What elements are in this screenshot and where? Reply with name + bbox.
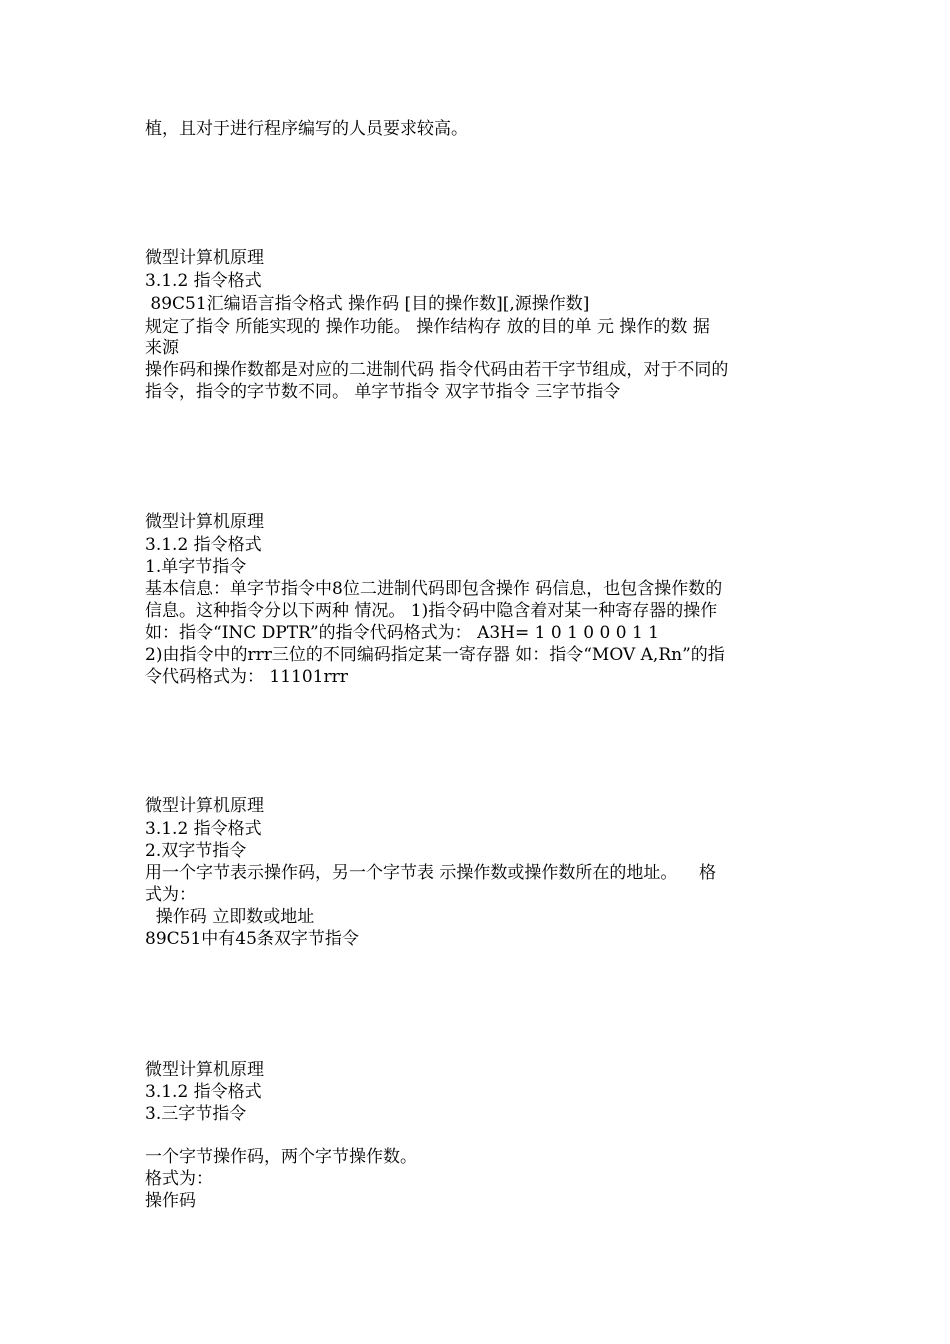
- paragraph-line: 如：指令“INC DPTR”的指令代码格式为： A3H= 1 0 1 0 0 0 1 1: [145, 623, 659, 643]
- section-heading: 3.1.2 指令格式: [145, 1082, 262, 1102]
- section-title: 微型计算机原理: [145, 512, 264, 532]
- section-title: 微型计算机原理: [145, 1060, 264, 1080]
- paragraph-line: 指令，指令的字节数不同。 单字节指令 双字节指令 三字节指令: [145, 382, 621, 402]
- paragraph-line: 规定了指令 所能实现的 操作功能。 操作结构存 放的目的单 元 操作的数 据: [145, 317, 710, 337]
- paragraph-line: 操作码: [145, 1191, 196, 1211]
- paragraph-line: 89C51中有45条双字节指令: [145, 929, 359, 949]
- section-heading: 3.1.2 指令格式: [145, 819, 262, 839]
- subsection-heading: 2.双字节指令: [145, 841, 247, 861]
- paragraph-line: 操作码 立即数或地址: [145, 907, 315, 927]
- paragraph-line: 式为：: [145, 885, 196, 905]
- paragraph-line: 信息。这种指令分以下两种 情况。 1)指令码中隐含着对某一种寄存器的操作: [145, 601, 718, 621]
- section-title: 微型计算机原理: [145, 796, 264, 816]
- section-heading: 3.1.2 指令格式: [145, 271, 262, 291]
- paragraph-line: 用一个字节表示操作码，另一个字节表 示操作数或操作数所在的地址。 格: [145, 863, 717, 883]
- paragraph-line: 一个字节操作码，两个字节操作数。: [145, 1147, 417, 1167]
- paragraph-line: 89C51汇编语言指令格式 操作码 [目的操作数][,源操作数]: [145, 294, 590, 314]
- paragraph-line: 2)由指令中的rrr三位的不同编码指定某一寄存器 如：指令“MOV A,Rn”的指: [145, 645, 725, 665]
- paragraph-line: 格式为：: [145, 1169, 213, 1189]
- subsection-heading: 3.三字节指令: [145, 1104, 247, 1124]
- paragraph-line: 令代码格式为： 11101rrr: [145, 667, 348, 687]
- paragraph-line: 来源: [145, 338, 179, 358]
- subsection-heading: 1.单字节指令: [145, 557, 247, 577]
- intro-text: 植，且对于进行程序编写的人员要求较高。: [145, 119, 468, 139]
- section-title: 微型计算机原理: [145, 248, 264, 268]
- section-heading: 3.1.2 指令格式: [145, 535, 262, 555]
- paragraph-line: 基本信息：单字节指令中8位二进制代码即包含操作 码信息，也包含操作数的: [145, 579, 723, 599]
- paragraph-line: 操作码和操作数都是对应的二进制代码 指令代码由若干字节组成，对于不同的: [145, 360, 729, 380]
